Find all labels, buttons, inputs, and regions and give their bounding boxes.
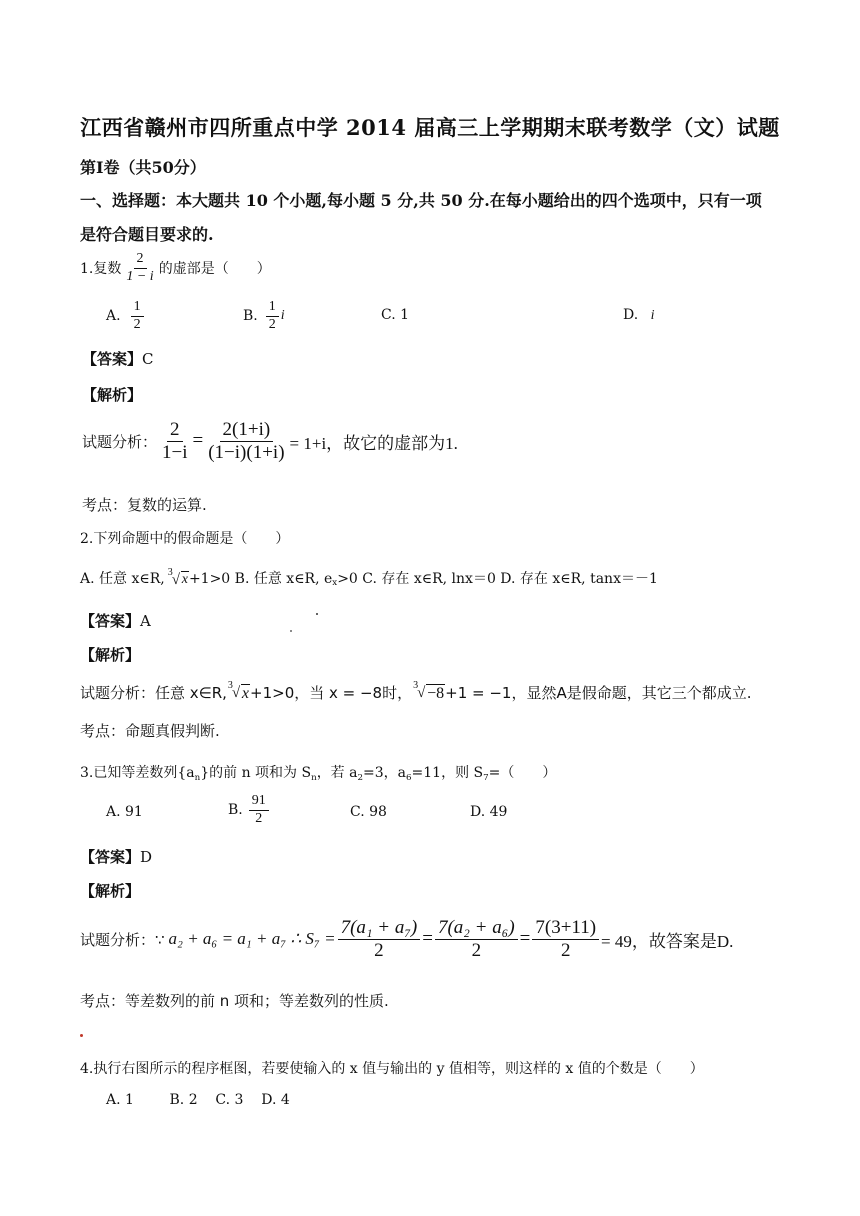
q2-keypoint [80, 720, 220, 741]
q3-stem [80, 762, 556, 783]
q1-option-b-suffix: i [280, 308, 285, 324]
q1-frac-num: 2 [134, 252, 147, 269]
q1-option-b-num: 1 [266, 300, 279, 317]
q1-option-b-frac [266, 300, 279, 332]
q2-options-rest: >0 C. 存在 x∈R, lnx＝0 D. 存在 x∈R, tanx＝－1 [337, 571, 658, 587]
q2-answer-label: 【答案】 [80, 612, 141, 630]
q3-sol-frac3-den: 2 [560, 939, 571, 961]
q3-sol-frac2 [435, 918, 518, 961]
q1-analysis-label: 【解析】 [82, 386, 143, 404]
q3-answer-value: D [140, 848, 153, 866]
q2-analysis-label: 【解析】 [80, 646, 141, 664]
q1-sol-frac2-den: (1−i)(1+i) [208, 441, 285, 463]
q1-solution-prefix: 试题分析： [82, 432, 158, 451]
q2-sol-cube-root-2: 3 √ −8 [413, 680, 445, 702]
q3-option-d: D. 49 [470, 804, 508, 820]
q1-option-c: C. 1 [381, 307, 410, 323]
q1-solution: 试题分析： $\frac{2}{1-i}$ = $\frac{2(1+i)}{(1-i)(1+i)}$ = 1+i，故它的虚部为1. [82, 419, 458, 463]
q1-option-b [243, 300, 285, 332]
q1-option-a-num: 1 [131, 300, 144, 317]
q1-option-a [106, 300, 146, 332]
q1-sol-frac1-den: 1−i [162, 441, 188, 463]
q3-option-c: C. 98 [350, 804, 387, 820]
q2-solution [80, 682, 752, 703]
q2-solution-tail: +1 = −1，显然A是假命题，其它三个都成立. [445, 684, 752, 702]
q3-option-a: A. 91 [106, 804, 143, 820]
q3-sol-frac1 [338, 918, 421, 961]
q2-keypoint-value: 命题真假判断. [125, 722, 220, 740]
q3-stem-part: =（ ） [488, 765, 557, 781]
q2-stem: 2.下列命题中的假命题是（ ） [80, 531, 290, 547]
q1-option-b-den: 2 [268, 316, 276, 332]
q3-stem-part: }的前 n 项和为 S [200, 765, 312, 781]
q3-keypoint-value: 等差数列的前 n 项和；等差数列的性质. [125, 992, 389, 1010]
q3-stem-sub: 6 [406, 773, 412, 784]
q1-keypoint-label: 考点： [82, 496, 128, 514]
q1-stem-after: 的虚部是（ ） [158, 261, 271, 278]
q3-option-b-num: 91 [249, 794, 269, 811]
q3-option-b-frac [249, 794, 269, 826]
q3-sol-frac3 [532, 918, 599, 961]
q3-stem-part: ，若 a [316, 765, 358, 781]
q1-answer-value: C [142, 350, 154, 368]
q2-answer-value: A [140, 612, 151, 630]
speck-mark [290, 630, 292, 632]
q3-option-b-den: 2 [255, 810, 263, 826]
q2-sol-cube-root-2-value: −8 [427, 685, 445, 702]
q1-sol-frac2 [205, 420, 287, 463]
q3-stem-sub: 2 [357, 773, 364, 784]
q2-sol-cube-root-1: 3 √ x [227, 680, 250, 702]
q1-fraction [123, 252, 156, 284]
q3-solution-tail: = 49，故答案是D. [601, 931, 734, 951]
q2-cube-root-1-value: x [181, 572, 188, 587]
q3-stem-part: =3，a [363, 765, 406, 781]
q3-solution-pre: 试题分析：∵ [80, 930, 165, 949]
q3-sol-frac3-num: 7(3+11) [532, 918, 599, 940]
document-title: 江西省赣州市四所重点中学 2014 届高三上学期期末联考数学（文）试题 [80, 115, 780, 140]
q3-stem-part: =11，则 S [411, 765, 484, 781]
q1-option-a-label: A. [106, 308, 121, 325]
q4-options: A. 1 B. 2 C. 3 D. 4 [106, 1092, 290, 1108]
q3-stem-sub: n [194, 773, 201, 784]
q3-answer [80, 846, 152, 867]
q2-sol-cube-root-1-value: x [241, 685, 250, 702]
q1-frac-den: 1 − i [126, 268, 154, 284]
q1-option-d-label: D. [623, 307, 639, 323]
q3-sol-frac1-den: 2 [374, 939, 384, 961]
q3-solution: 试题分析：∵ a₂ + a₆ = a₁ + a₇ ∴ S₇ = $\frac{\text{7(a₁ + a₇)}}{2}$ = $\frac{\text{7(a₂ + a₆)}}{2}$ = $\frac{7(3+11)}{2}$ = 49，故答案是D. [80, 917, 734, 961]
q3-answer-label: 【答案】 [80, 848, 141, 866]
q1-sol-frac2-num: 2(1+i) [220, 420, 274, 442]
q1-option-b-label: B. [243, 308, 258, 325]
q4-stem: 4.执行右图所示的程序框图，若要使输入的 x 值与输出的 y 值相等，则这样的 x 值的个数是（ ） [80, 1061, 704, 1077]
q2-answer [80, 610, 151, 631]
red-dot-mark [80, 1034, 83, 1037]
q3-stem-sub: 7 [483, 773, 489, 784]
q2-option-b-sup: x [332, 578, 338, 588]
q1-option-d [623, 307, 655, 324]
q1-option-a-den: 2 [133, 316, 141, 332]
instructions-line1: 一、选择题：本大题共 10 个小题,每小题 5 分,共 50 分.在每小题给出的四个选项中，只有一项 [80, 191, 762, 210]
q3-sol-frac2-num: 7(a₂ + a₆) [435, 918, 518, 940]
speck-mark [316, 613, 318, 615]
q2-keypoint-label: 考点： [80, 722, 126, 740]
q1-keypoint [82, 494, 207, 515]
q1-stem [80, 252, 271, 284]
q3-keypoint [80, 990, 389, 1011]
q2-solution-mid: +1>0，当 x = −8时， [250, 684, 413, 702]
q3-option-b [228, 794, 271, 826]
q1-option-a-frac [131, 300, 144, 332]
q1-sol-frac1 [159, 420, 191, 463]
q3-analysis-label: 【解析】 [80, 882, 141, 900]
q2-option-a-post: +1>0 B. 任意 x∈R, e [188, 571, 333, 587]
q3-stem-sub: n [311, 773, 317, 784]
q2-options [80, 568, 658, 588]
q3-keypoint-label: 考点： [80, 992, 126, 1010]
q3-sol-frac1-num: 7(a₁ + a₇) [338, 918, 421, 940]
q3-option-b-label: B. [228, 802, 243, 819]
q2-option-a-pre: A. 任意 x∈R, [80, 571, 165, 587]
q1-answer [82, 348, 154, 369]
q1-option-d-suffix: i [650, 308, 655, 323]
q3-sol-frac2-den: 2 [471, 939, 482, 961]
q1-solution-tail: = 1+i，故它的虚部为1. [289, 433, 458, 453]
q3-solution-eq1: a₂ + a₆ = a₁ + a₇ ∴ S₇ = [168, 929, 336, 949]
q1-stem-before: 1.复数 [80, 261, 122, 278]
instructions-line2: 是符合题目要求的. [80, 225, 214, 244]
section-heading: 第Ⅰ卷（共50分） [80, 158, 206, 177]
q3-stem-part: 3.已知等差数列{a [80, 765, 195, 781]
q1-answer-label: 【答案】 [82, 350, 143, 368]
q2-cube-root-1: 3 √ x [167, 567, 188, 588]
q2-solution-pre: 试题分析：任意 x∈R, [80, 684, 227, 702]
q1-keypoint-value: 复数的运算. [127, 496, 207, 514]
q1-sol-frac1-num: 2 [167, 420, 183, 442]
